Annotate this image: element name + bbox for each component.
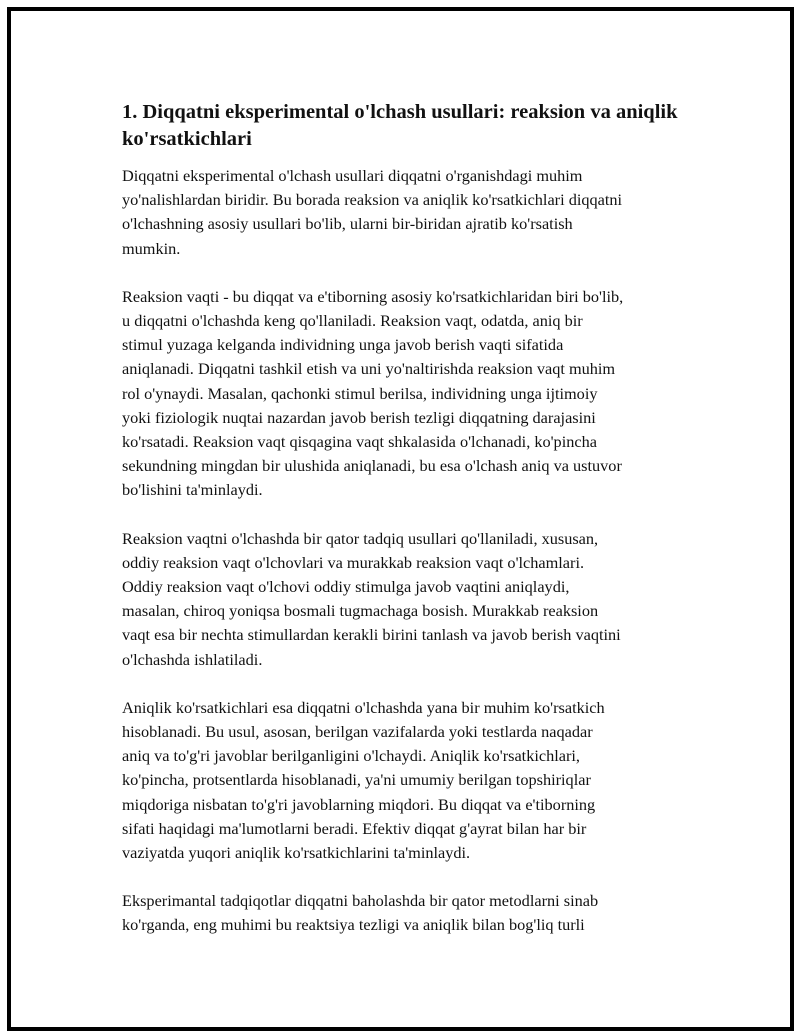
page-frame — [7, 7, 794, 1031]
paragraph-accuracy: Aniqlik ko'rsatkichlari esa diqqatni o'lchashda yana bir muhim ko'rsatkich hisoblanadi. Bu usul, asosan, berilgan vazifalarda yoki testlarda naqadar aniq va to'g'ri javoblar berilganligini o'lchaydi. Aniqlik ko'rsatkichlari, ko'pincha, protsentlarda hisoblanadi, ya'ni umumiy berilgan topshiriqlar miqdoriga nisbatan to'g'ri javoblarning miqdori. Bu diqqat va e'tiborning sifati haqidagi ma'lumotlarni beradi. Efektiv diqqat g'ayrat bilan har bir vaziyatda yuqori aniqlik ko'rsatkichlarini ta'minlaydi. — [122, 697, 605, 863]
paragraph-experimental: Eksperimantal tadqiqotlar diqqatni baholashda bir qator metodlarni sinab ko'rganda, eng muhimi bu reaktsiya tezligi va aniqlik bilan bog'liq turli — [122, 891, 599, 935]
paragraph-reaction-methods: Reaksion vaqtni o'lchashda bir qator tadqiq usullari qo'llaniladi, xususan, oddiy reaksion vaqt o'lchovlari va murakkab reaksion vaqt o'lchamlari. Oddiy reaksion vaqt o'lchovi oddiy stimulga javob vaqtini aniqlaydi, masalan, chiroq yoniqsa bosmali tugmachaga bosish. Murakkab reaksion vaqt esa bir nechta stimullardan kerakli birini tanlash va javob berish vaqtini o'lchashda ishlatiladi. — [122, 528, 621, 669]
section-heading: 1. Diqqatni eksperimental o'lchash usullari: reaksion va aniqlik ko'rsatkichlari — [122, 101, 678, 150]
paragraph-intro: Diqqatni eksperimental o'lchash usullari diqqatni o'rganishdagi muhim yo'nalishlardan biridir. Bu borada reaksion va aniqlik ko'rsatkichlari diqqatni o'lchashning asosiy usullari bo'lib, ularni bir-biridan ajratib ko'rsatish mumkin. — [122, 166, 623, 258]
document-content — [122, 99, 702, 962]
paragraph-reaction-time: Reaksion vaqti - bu diqqat va e'tiborning asosiy ko'rsatkichlaridan biri bo'lib, u diqqatni o'lchashda keng qo'llaniladi. Reaksion vaqt, odatda, aniq bir stimul yuzaga kelganda individning unga javob berish vaqti sifatida aniqlanadi. Diqqatni tashkil etish va uni yo'naltirishda reaksion vaqt muhim rol o'ynaydi. Masalan, qachonki stimul berilsa, individning unga ijtimoiy yoki fiziologik nuqtai nazardan javob berish tezligi diqqatning darajasini ko'rsatadi. Reaksion vaqt qisqagina vaqt shkalasida o'lchanadi, ko'pincha sekundning mingdan bir ulushida aniqlanadi, bu esa o'lchash aniq va ustuvor bo'lishini ta'minlaydi. — [122, 286, 624, 500]
